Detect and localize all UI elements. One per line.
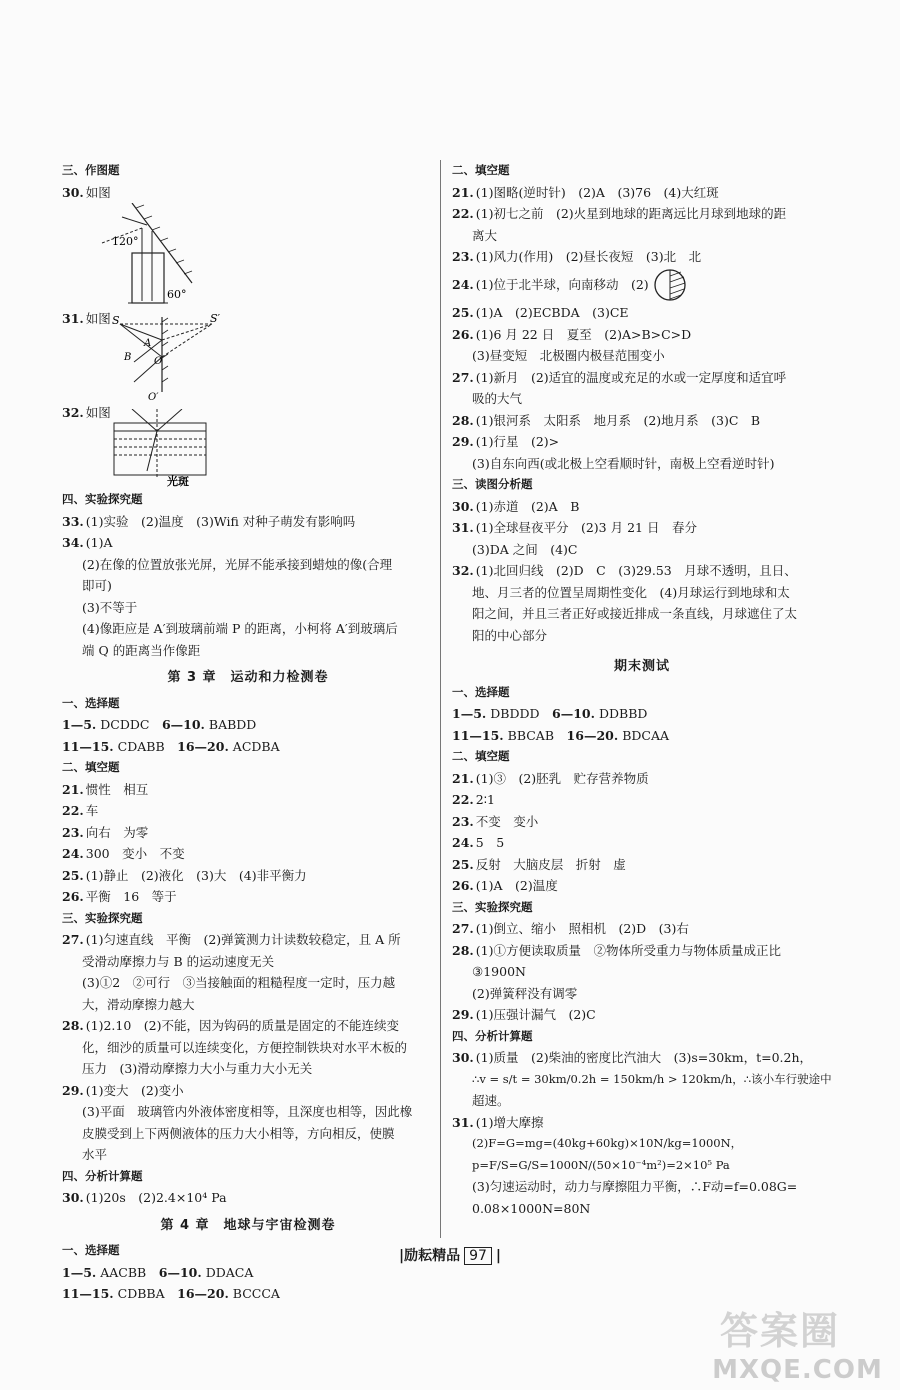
svg-text:O: O xyxy=(154,355,163,367)
page-footer: |励耘精品 97 | xyxy=(398,1248,502,1264)
question-32: 32. 如图 xyxy=(62,404,111,420)
fill-answer: 26. 平衡 16 等于 xyxy=(62,889,177,904)
answer-27: 27. (1)新月 (2)适宜的温度或充足的水或一定厚度和适宜呼 xyxy=(452,369,787,385)
final-test-title: 期末测试 xyxy=(613,659,670,674)
section-heading: 二、填空题 xyxy=(452,163,510,177)
choice-answers: 11—15. CDBBA 16—20. BCCCA xyxy=(62,1286,280,1301)
brand-label: 励耘精品 xyxy=(404,1248,461,1264)
svg-text:B: B xyxy=(124,351,132,363)
question-33: 33. (1)实验 (2)温度 (3)Wifi 对种子萌发有影响吗 xyxy=(62,513,356,529)
question-30: 30. 如图 xyxy=(62,184,111,200)
final-31: 31. (1)增大摩擦 xyxy=(452,1114,544,1130)
choice-answers: 1—5. DCDDC 6—10. BABDD xyxy=(62,717,257,732)
answer-28: 28. (1)银河系 太阳系 地月系 (2)地月系 (3)C B xyxy=(452,412,761,428)
answer-29: 29. (1)行星 (2)> xyxy=(452,434,560,449)
column-divider xyxy=(440,160,441,1238)
angle-label: 120° xyxy=(112,235,139,248)
section-heading: 四、分析计算题 xyxy=(62,1168,143,1183)
question-31: 31. 如图 xyxy=(62,311,111,326)
right-column: 二、填空题 21. (1)图略(逆时针) (2)A (3)76 (4)大红斑 22. (1)初七之前 (2)火星到地球的距离远比月球到地球的距 离大 23. (1)风力(作用) (2)昼长夜短 (3)北 北 24. (1)位于北半球，向南移动 (2) 25. (1)A (2)ECBDA (3)CE 26. (1)6 月 22 日 夏至 (2)A>B>C>D (3)昼变短 北极圈内极昼范围变小 27. (1)新月 (2)适宜的温度或充足的水或一定厚度和适宜呼 吸的大气 28. (1)银河系 太阳系 地月系 (2)地月系 (3)C B 29. (1)行星 (2)> (3)自东向西(或北极上空看顺时针，南极上空看逆时针) 三、读图分析题 30. (1)赤道 (2)A B 31. (1)全球昼夜平分 (2)3 月 21 日 春分 (3)DA 之间 (4)C 32. (1)北回归线 (2)D C (3)29.53 月球不透明，且日、 地、月三者的位置呈周期性变化 (4)月球运行到地球和太 阳之间，并且三者正好或接近排成一条直线，月球遮住了太 阳的中心部分 期末测试 一、选择题 1—5. DBDDD 6—10. DDBBD 11—15. BBCAB 16—20. BDCAA 二、填空题 21. (1)③ (2)胚乳 贮存营养物质 22. 2∶1 23. 不变 变小 24. 5 5 25. 反射 大脑皮层 折射 虚 26. (1)A (2)温度 三、实验探究题 27. (1)倒立、缩小 照相机 (2)D (3)右 28. (1)①方便读取质量 ②物体所受重力与物体质量成正比 ③1900N (2)弹簧秤没有调零 29. (1)压强计漏气 (2)C 四、分析计算题 30. (1)质量 (2)柴油的密度比汽油大 (3)s=30km，t=0.2h， ∴v = s/t = 30km/0.2h = 150km/h > 120km/h，∴该小车行驶途中 超速。 31. (1)增大摩擦 (2)F=G=mg=(40kg+60kg)×10N/kg=1000N， p=F/S=G/S=1000N/(50×10⁻⁴m²)=2×10⁵ Pa (3)匀速运动时，动力与摩擦阻力平衡，∴F动=f=0.08G= 0.08×1000N=80N xyxy=(452,160,832,1219)
answer-24: 24. (1)位于北半球，向南移动 (2) xyxy=(452,268,832,303)
final-28: 28. (1)①方便读取质量 ②物体所受重力与物体质量成正比 xyxy=(452,942,781,958)
section-heading: 三、实验探究题 xyxy=(62,910,143,925)
fill-answer: 21. 惯性 相互 xyxy=(62,781,149,797)
question-30-calc: 30. (1)20s (2)2.4×10⁴ Pa xyxy=(62,1190,227,1205)
fill-answer: 26. (1)A (2)温度 xyxy=(452,878,558,893)
choice-answers: 11—15. BBCAB 16—20. BDCAA xyxy=(452,727,670,743)
svg-text:S′: S′ xyxy=(210,311,221,325)
section-heading: 四、实验探究题 xyxy=(62,492,143,506)
section-heading: 二、填空题 xyxy=(452,749,510,763)
answer-25: 25. (1)A (2)ECBDA (3)CE xyxy=(452,305,629,320)
section-heading: 一、选择题 xyxy=(62,695,120,710)
section-heading: 三、作图题 xyxy=(62,163,120,177)
svg-text:O′: O′ xyxy=(148,391,159,402)
fill-answer: 21. (1)③ (2)胚乳 贮存营养物质 xyxy=(452,770,649,786)
svg-text:光斑: 光斑 xyxy=(167,475,189,488)
left-column: 三、作图题 30. 如图 120° 60° 31. 如图 S S′ A B O O′ 32. 如图 光斑 四、实验探究题 33. (1)实验 (2)温度 (3)Wifi 对种子萌发有影响吗 34. (1)A (2)在像的位置放张光屏，光屏不能承接到蜡烛的像(合理 即可) (3)不等于 (4)像距应是 A′到玻璃前端 P 的距离，小柯将 A′到玻璃后 端 Q 的距离当作像距 第 3 章 运动和力检测卷 一、选择题 1—5. DCDDC 6—10. BABDD 11—15. CDABB 16—20. ACDBA 二、填空题 21. 惯性 相互 22. 车 23. 向右 为零 24. 300 变小 不变 25. (1)静止 (2)液化 (3)大 (4)非平衡力 26. 平衡 16 等于 三、实验探究题 27. (1)匀速直线 平衡 (2)弹簧测力计读数较稳定，且 A 所 受滑动摩擦力与 B 的运动速度无关 (3)①2 ②可行 ③当接触面的粗糙程度一定时，压力越 大，滑动摩擦力越大 28. (1)2.10 (2)不能，因为钩码的质量是固定的不能连续变 化，细沙的质量可以连续变化，方便控制铁块对水平木板的 压力 (3)滑动摩擦力大小与重力大小无关 29. (1)变大 (2)变小 (3)平面 玻璃管内外液体密度相等，且深度也相等，因此橡 皮膜受到上下两侧液体的压力大小相等，方向相反，使膜 水平 四、分析计算题 30. (1)20s (2)2.4×10⁴ Pa 第 4 章 地球与宇宙检测卷 一、选择题 1—5. AACBB 6—10. DDACA 11—15. CDBBA 16—20. BCCCA xyxy=(62,160,434,1305)
question-34: 34. (1)A xyxy=(62,535,113,550)
mirror-reflection-diagram xyxy=(62,203,262,308)
final-30: 30. (1)质量 (2)柴油的密度比汽油大 (3)s=30km，t=0.2h， xyxy=(452,1050,813,1065)
question-29: 29. (1)变大 (2)变小 xyxy=(62,1082,184,1098)
answer-22: 22. (1)初七之前 (2)火星到地球的距离远比月球到地球的距 xyxy=(452,206,787,221)
fill-answer: 24. 300 变小 不变 xyxy=(62,846,185,861)
fill-answer: 22. 2∶1 xyxy=(452,792,495,807)
answer-32: 32. (1)北回归线 (2)D C (3)29.53 月球不透明，且日、 xyxy=(452,563,797,578)
fill-answer: 24. 5 5 xyxy=(452,835,505,850)
section-heading: 三、实验探究题 xyxy=(452,899,533,914)
choice-answers: 11—15. CDABB 16—20. ACDBA xyxy=(62,738,280,754)
question-28: 28. (1)2.10 (2)不能，因为钩码的质量是固定的不能连续变 xyxy=(62,1018,399,1033)
section-heading: 三、读图分析题 xyxy=(452,477,533,491)
final-29: 29. (1)压强计漏气 (2)C xyxy=(452,1007,596,1022)
watermark-url: MXQE.COM xyxy=(712,1355,883,1385)
fill-answer: 25. 反射 大脑皮层 折射 虚 xyxy=(452,856,626,872)
question-27: 27. (1)匀速直线 平衡 (2)弹簧测力计读数较稳定，且 A 所 xyxy=(62,932,401,947)
fill-answer: 23. 不变 变小 xyxy=(452,813,539,829)
angle-label: 60° xyxy=(167,288,187,301)
fill-answer: 25. (1)静止 (2)液化 (3)大 (4)非平衡力 xyxy=(62,867,307,883)
answer-30: 30. (1)赤道 (2)A B xyxy=(452,498,580,514)
watermark-logo: 答案圈 xyxy=(720,1309,841,1353)
answer-23: 23. (1)风力(作用) (2)昼长夜短 (3)北 北 xyxy=(452,249,702,264)
answer-31: 31. (1)全球昼夜平分 (2)3 月 21 日 春分 xyxy=(452,520,697,535)
chapter-title: 第 3 章 运动和力检测卷 xyxy=(167,670,329,685)
answer-21: 21. (1)图略(逆时针) (2)A (3)76 (4)大红斑 xyxy=(452,184,719,200)
section-heading: 四、分析计算题 xyxy=(452,1028,533,1043)
chapter-title: 第 4 章 地球与宇宙检测卷 xyxy=(160,1217,336,1233)
svg-text:S: S xyxy=(112,313,120,327)
watermark xyxy=(700,1300,895,1385)
section-heading: 一、选择题 xyxy=(452,684,510,699)
final-27: 27. (1)倒立、缩小 照相机 (2)D (3)右 xyxy=(452,921,689,936)
fill-answer: 23. 向右 为零 xyxy=(62,824,149,840)
fill-answer: 22. 车 xyxy=(62,803,99,818)
choice-answers: 1—5. DBDDD 6—10. DDBBD xyxy=(452,706,648,721)
choice-answers: 1—5. AACBB 6—10. DDACA xyxy=(62,1264,254,1280)
section-heading: 二、填空题 xyxy=(62,760,120,774)
page-number: 97 xyxy=(464,1247,492,1265)
half-shaded-circle-icon xyxy=(653,268,687,302)
section-heading: 一、选择题 xyxy=(62,1243,120,1257)
svg-text:A: A xyxy=(144,337,152,349)
answer-26: 26. (1)6 月 22 日 夏至 (2)A>B>C>D xyxy=(452,326,692,342)
